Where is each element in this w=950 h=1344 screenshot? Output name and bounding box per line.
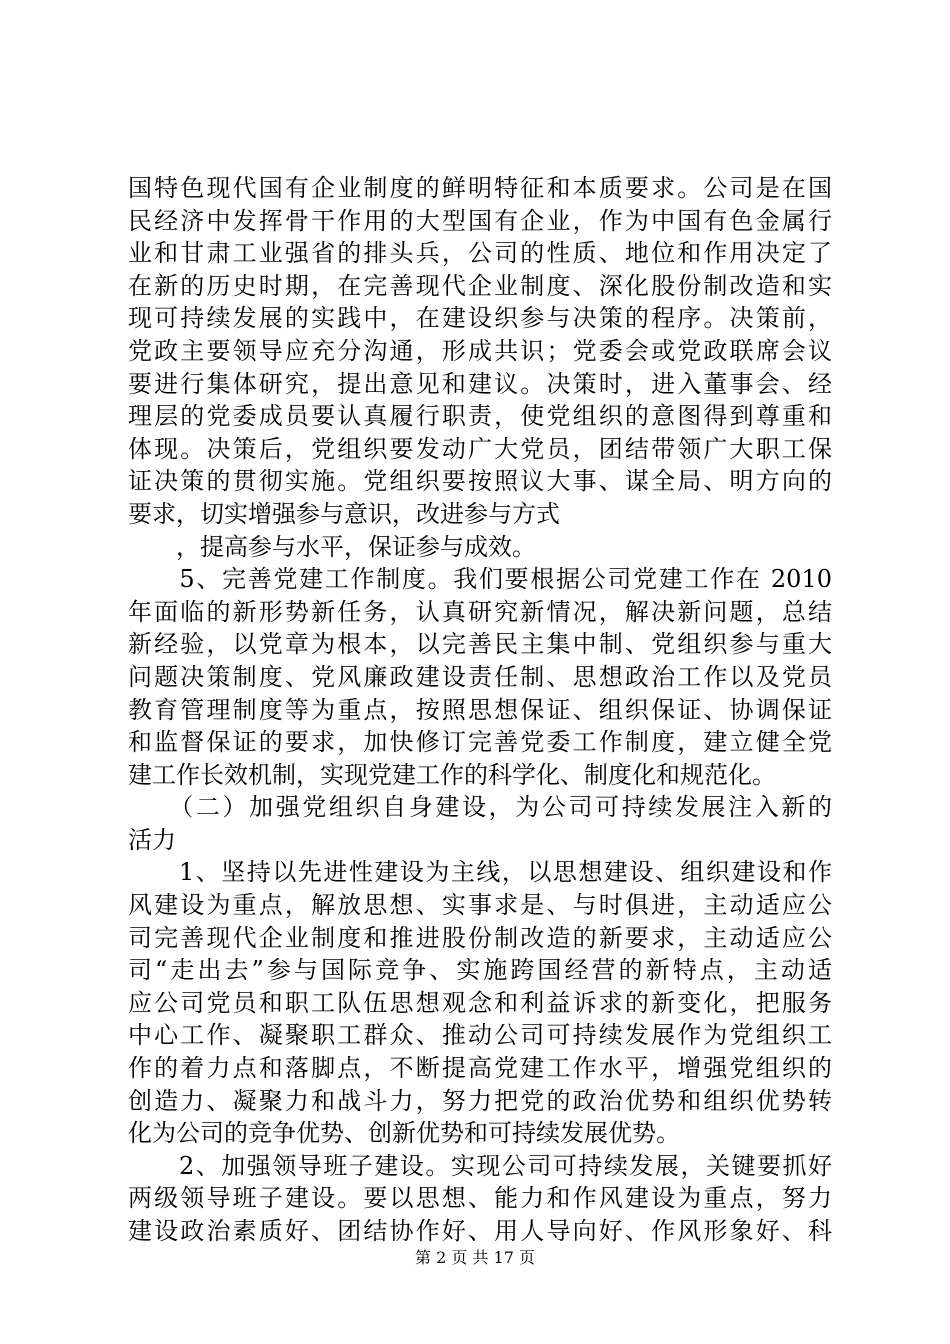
body-text bbox=[128, 172, 832, 1248]
section-heading-cont: 活力 bbox=[128, 825, 176, 854]
text-line: 要进行集体研究，提出意见和建议。决策时，进入董事会、经 bbox=[128, 369, 832, 398]
section-heading: （二）加强党组织自身建设，为公司可持续发展注入新的 bbox=[128, 793, 832, 822]
text-line: 证决策的贯彻实施。党组织要按照议大事、谋全局、明方向的 bbox=[128, 467, 832, 496]
text-line: 化为公司的竞争优势、创新优势和可持续发展优势。 bbox=[128, 1119, 680, 1148]
text-line: 作的着力点和落脚点，不断提高党建工作水平，增强党组织的 bbox=[128, 1054, 832, 1083]
text-line: 建工作长效机制，实现党建工作的科学化、制度化和规范化。 bbox=[128, 760, 776, 789]
text-line: 司“走出去”参与国际竞争、实施跨国经营的新特点，主动适 bbox=[128, 956, 832, 985]
text-line: 5、完善党建工作制度。我们要根据公司党建工作在 2010 bbox=[128, 565, 832, 594]
page-number: 第 2 页 共 17 页 bbox=[415, 1248, 535, 1267]
text-line: ，提高参与水平，保证参与成效。 bbox=[128, 532, 536, 561]
text-line: 要求，切实增强参与意识，改进参与方式 bbox=[128, 499, 560, 528]
text-line: 年面临的新形势新任务，认真研究新情况，解决新问题，总结 bbox=[128, 597, 832, 626]
text-line: 在新的历史时期，在完善现代企业制度、深化股份制改造和实 bbox=[128, 271, 832, 300]
text-line: 体现。决策后，党组织要发动广大党员，团结带领广大职工保 bbox=[128, 434, 832, 463]
text-line: 国特色现代国有企业制度的鲜明特征和本质要求。公司是在国 bbox=[128, 174, 832, 202]
text-line: 建设政治素质好、团结协作好、用人导向好、作风形象好、科 bbox=[128, 1217, 832, 1245]
text-line: 和监督保证的要求，加快修订完善党委工作制度，建立健全党 bbox=[128, 728, 832, 757]
text-line: 中心工作、凝聚职工群众、推动公司可持续发展作为党组织工 bbox=[128, 1021, 832, 1050]
text-line: 教育管理制度等为重点，按照思想保证、组织保证、协调保证 bbox=[128, 695, 832, 724]
text-line: 问题决策制度、党风廉政建设责任制、思想政治工作以及党员 bbox=[128, 662, 832, 691]
text-line: 理层的党委成员要认真履行职责，使党组织的意图得到尊重和 bbox=[128, 402, 832, 431]
text-line: 业和甘肃工业强省的排头兵，公司的性质、地位和作用决定了 bbox=[128, 239, 832, 268]
text-line: 创造力、凝聚力和战斗力，努力把党的政治优势和组织优势转 bbox=[128, 1086, 832, 1115]
text-line: 两级领导班子建设。要以思想、能力和作风建设为重点，努力 bbox=[128, 1184, 832, 1213]
text-line: 现可持续发展的实践中，在建设织参与决策的程序。决策前， bbox=[128, 304, 832, 333]
text-line: 党政主要领导应充分沟通，形成共识；党委会或党政联席会议 bbox=[128, 336, 832, 365]
text-line: 民经济中发挥骨干作用的大型国有企业，作为中国有色金属行 bbox=[128, 206, 832, 235]
text-line: 应公司党员和职工队伍思想观念和利益诉求的新变化，把服务 bbox=[128, 988, 832, 1017]
text-line: 1、坚持以先进性建设为主线，以思想建设、组织建设和作 bbox=[128, 858, 832, 887]
text-line: 新经验，以党章为根本，以完善民主集中制、党组织参与重大 bbox=[128, 630, 832, 659]
text-line: 司完善现代企业制度和推进股份制改造的新要求，主动适应公 bbox=[128, 923, 832, 952]
text-line: 风建设为重点，解放思想、实事求是、与时俱进，主动适应公 bbox=[128, 891, 832, 920]
text-line: 2、加强领导班子建设。实现公司可持续发展，关键要抓好 bbox=[128, 1151, 832, 1180]
